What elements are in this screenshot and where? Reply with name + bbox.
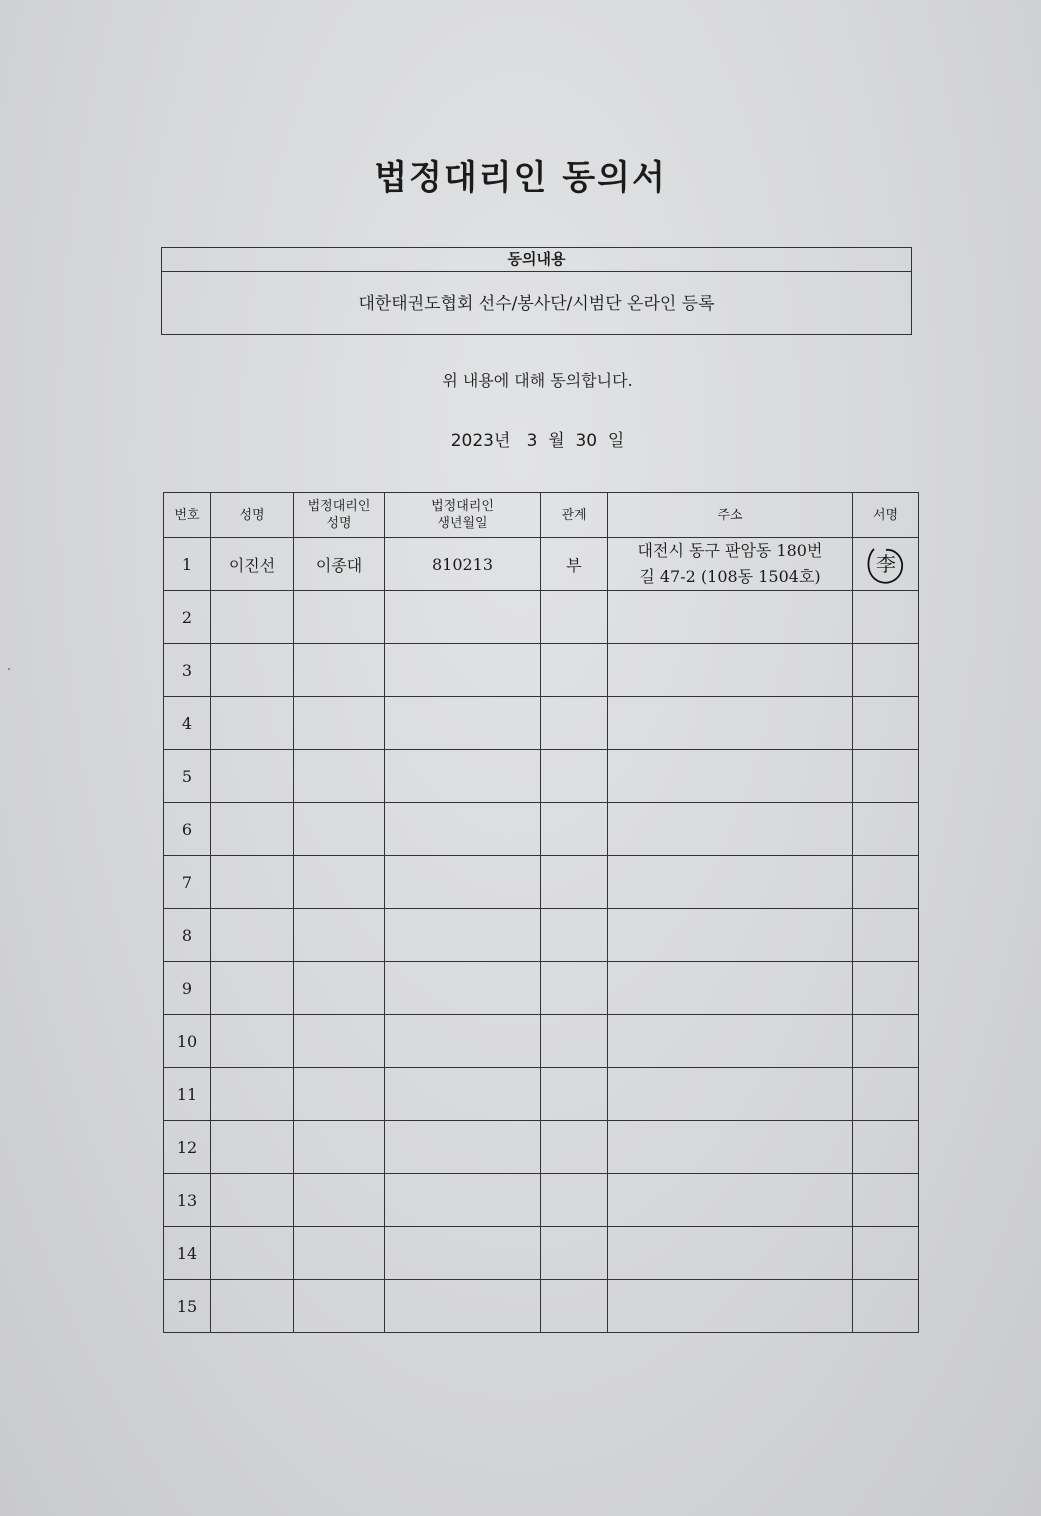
cell-signature [853, 750, 919, 803]
cell-guardian-name [294, 909, 385, 962]
guardian-table [163, 492, 919, 1333]
cell-address [608, 697, 853, 750]
table-row [164, 1121, 919, 1174]
row-number: 2 [164, 591, 211, 644]
table-header-row [164, 493, 919, 538]
cell-signature [853, 909, 919, 962]
row-number: 6 [164, 803, 211, 856]
cell-name [211, 1121, 294, 1174]
cell-guardian-birth [385, 856, 541, 909]
cell-guardian-name [294, 1280, 385, 1333]
row-number: 14 [164, 1227, 211, 1280]
cell-address [608, 644, 853, 697]
cell-name [211, 803, 294, 856]
cell-name [211, 856, 294, 909]
cell-guardian-name [294, 750, 385, 803]
cell-signature [853, 962, 919, 1015]
cell-guardian-name: 이종대 [294, 538, 385, 591]
signature-mark [864, 541, 908, 587]
cell-signature [853, 538, 919, 591]
row-number: 8 [164, 909, 211, 962]
cell-signature [853, 1121, 919, 1174]
cell-signature [853, 591, 919, 644]
table-row [164, 591, 919, 644]
cell-signature [853, 697, 919, 750]
header-relation: 관계 [541, 493, 608, 538]
table-row [164, 644, 919, 697]
cell-guardian-birth: 810213 [385, 538, 541, 591]
header-name: 성명 [211, 493, 294, 538]
cell-guardian-name [294, 591, 385, 644]
consent-box [161, 247, 912, 335]
table-row [164, 750, 919, 803]
row-number: 7 [164, 856, 211, 909]
cell-relation [541, 1068, 608, 1121]
cell-name [211, 909, 294, 962]
table-row [164, 1227, 919, 1280]
cell-relation [541, 1280, 608, 1333]
consent-header: 동의내용 [162, 248, 911, 272]
table-row [164, 1015, 919, 1068]
cell-address [608, 538, 853, 591]
cell-guardian-birth [385, 750, 541, 803]
cell-relation [541, 591, 608, 644]
cell-guardian-birth [385, 1227, 541, 1280]
row-number: 15 [164, 1280, 211, 1333]
header-signature: 서명 [853, 493, 919, 538]
cell-guardian-name [294, 1068, 385, 1121]
cell-address [608, 1015, 853, 1068]
consent-content: 대한태권도협회 선수/봉사단/시범단 온라인 등록 [358, 294, 715, 314]
cell-signature [853, 1280, 919, 1333]
cell-guardian-name [294, 856, 385, 909]
cell-guardian-name [294, 644, 385, 697]
cell-signature [853, 803, 919, 856]
header-guardian-birth [385, 493, 541, 538]
row-number: 4 [164, 697, 211, 750]
cell-signature [853, 1068, 919, 1121]
table-row [164, 538, 919, 591]
cell-address [608, 1280, 853, 1333]
cell-name [211, 750, 294, 803]
row-number: 3 [164, 644, 211, 697]
cell-relation [541, 697, 608, 750]
header-guardian-name-line2: 성명 [326, 516, 352, 531]
cell-guardian-birth [385, 1015, 541, 1068]
table-row [164, 1174, 919, 1227]
table-row [164, 803, 919, 856]
cell-guardian-birth [385, 1280, 541, 1333]
document-title: 법정대리인 동의서 [374, 158, 667, 198]
cell-guardian-birth [385, 803, 541, 856]
header-guardian-name [294, 493, 385, 538]
row-number: 12 [164, 1121, 211, 1174]
cell-name [211, 1015, 294, 1068]
cell-name [211, 1227, 294, 1280]
cell-name [211, 1174, 294, 1227]
cell-relation [541, 1227, 608, 1280]
cell-relation [541, 856, 608, 909]
address-line2: 길 47-2 (108동 1504호) [639, 567, 821, 586]
table-row [164, 856, 919, 909]
cell-relation [541, 909, 608, 962]
cell-name [211, 1068, 294, 1121]
header-no: 번호 [164, 493, 211, 538]
cell-guardian-name [294, 697, 385, 750]
row-number: 13 [164, 1174, 211, 1227]
cell-guardian-name [294, 1121, 385, 1174]
table-row [164, 697, 919, 750]
row-number: 10 [164, 1015, 211, 1068]
cell-address [608, 1068, 853, 1121]
cell-guardian-birth [385, 644, 541, 697]
cell-guardian-birth [385, 1121, 541, 1174]
cell-relation [541, 803, 608, 856]
address-line1: 대전시 동구 판암동 180번 [637, 541, 823, 560]
cell-signature [853, 1227, 919, 1280]
cell-name [211, 962, 294, 1015]
cell-address [608, 1121, 853, 1174]
agree-statement: 위 내용에 대해 동의합니다. [442, 371, 633, 390]
cell-name [211, 591, 294, 644]
header-guardian-birth-line2: 생년월일 [437, 516, 488, 531]
row-number: 11 [164, 1068, 211, 1121]
header-address: 주소 [608, 493, 853, 538]
cell-guardian-birth [385, 1174, 541, 1227]
cell-guardian-birth [385, 697, 541, 750]
cell-guardian-birth [385, 962, 541, 1015]
table-row [164, 1068, 919, 1121]
cell-name [211, 1280, 294, 1333]
cell-guardian-birth [385, 1068, 541, 1121]
table-row [164, 962, 919, 1015]
row-number: 1 [164, 538, 211, 591]
cell-guardian-name [294, 962, 385, 1015]
cell-signature [853, 856, 919, 909]
cell-signature [853, 1015, 919, 1068]
paper-speck [8, 668, 10, 670]
cell-signature [853, 1174, 919, 1227]
row-number: 9 [164, 962, 211, 1015]
signature-glyph: 李 [875, 552, 896, 576]
cell-guardian-birth [385, 909, 541, 962]
cell-relation: 부 [541, 538, 608, 591]
cell-guardian-name [294, 1227, 385, 1280]
row-number: 5 [164, 750, 211, 803]
consent-date: 2023년 3 월 30 일 [450, 431, 625, 451]
cell-name [211, 644, 294, 697]
cell-relation [541, 644, 608, 697]
header-guardian-birth-line1: 법정대리인 [431, 499, 494, 514]
header-guardian-name-line1: 법정대리인 [307, 499, 371, 514]
cell-name: 이진선 [211, 538, 294, 591]
cell-address [608, 1227, 853, 1280]
cell-relation [541, 1015, 608, 1068]
cell-relation [541, 750, 608, 803]
cell-name [211, 697, 294, 750]
cell-relation [541, 1121, 608, 1174]
cell-guardian-birth [385, 591, 541, 644]
cell-guardian-name [294, 1015, 385, 1068]
cell-address [608, 856, 853, 909]
cell-address [608, 1174, 853, 1227]
cell-address [608, 803, 853, 856]
cell-address [608, 591, 853, 644]
cell-guardian-name [294, 803, 385, 856]
cell-signature [853, 644, 919, 697]
cell-address [608, 909, 853, 962]
cell-address [608, 750, 853, 803]
table-row [164, 909, 919, 962]
cell-relation [541, 1174, 608, 1227]
table-row [164, 1280, 919, 1333]
cell-relation [541, 962, 608, 1015]
cell-guardian-name [294, 1174, 385, 1227]
cell-address [608, 962, 853, 1015]
